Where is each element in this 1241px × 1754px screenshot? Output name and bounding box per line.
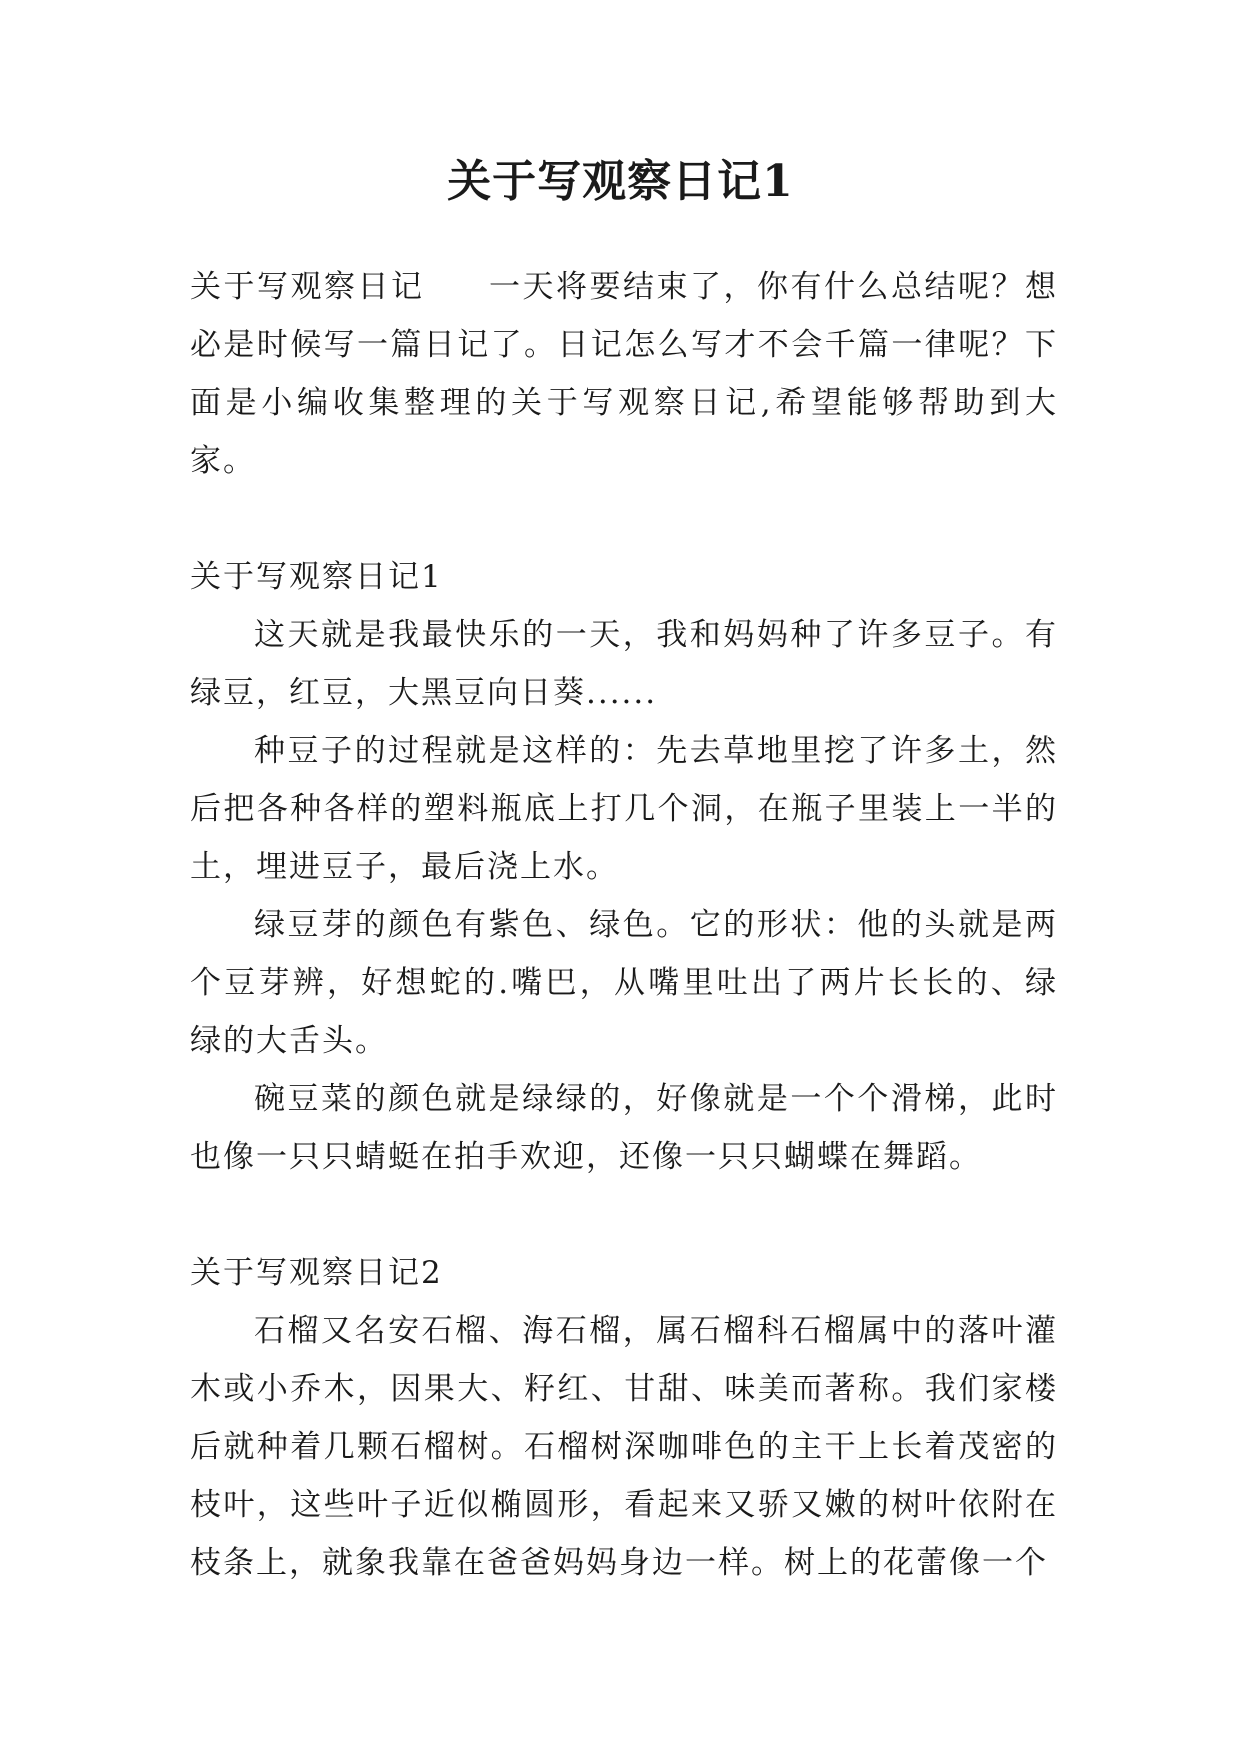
intro-lead: 关于写观察日记 xyxy=(190,269,425,305)
section-1-paragraph: 这天就是我最快乐的一天，我和妈妈种了许多豆子。有绿豆，红豆，大黑豆向日葵...... xyxy=(190,617,1058,711)
intro-text: 一天将要结束了，你有什么总结呢？想必是时候写一篇日记了。日记怎么写才不会千篇一律呢？下面是小编收集整理的关于写观察日记,希望能够帮助到大家。 xyxy=(190,269,1058,479)
document-title: 关于写观察日记1 xyxy=(447,156,794,207)
section-1-paragraph: 碗豆菜的颜色就是绿绿的，好像就是一个个滑梯，此时也像一只只蜻蜓在拍手欢迎，还像一只只蝴蝶在舞蹈。 xyxy=(190,1081,1058,1175)
section-heading-2: 关于写观察日记2 xyxy=(190,1255,443,1291)
section-1-paragraph: 绿豆芽的颜色有紫色、绿色。它的形状：他的头就是两个豆芽辨，好想蛇的.嘴巴，从嘴里吐出了两片长长的、绿绿的大舌头。 xyxy=(190,907,1058,1059)
document-body xyxy=(190,258,1058,1592)
intro-paragraph xyxy=(190,258,1058,490)
section-2-paragraph: 石榴又名安石榴、海石榴，属石榴科石榴属中的落叶灌木或小乔木，因果大、籽红、甘甜、味美而著称。我们家楼后就种着几颗石榴树。石榴树深咖啡色的主干上长着茂密的枝叶，这些叶子近似椭圆形，看起来又骄又嫩的树叶依附在枝条上，就象我靠在爸爸妈妈身边一样。树上的花蕾像一个 xyxy=(190,1313,1058,1581)
section-heading-1: 关于写观察日记1 xyxy=(190,559,443,595)
section-1-paragraph: 种豆子的过程就是这样的：先去草地里挖了许多土，然后把各种各样的塑料瓶底上打几个洞，在瓶子里装上一半的土，埋进豆子，最后浇上水。 xyxy=(190,733,1058,885)
